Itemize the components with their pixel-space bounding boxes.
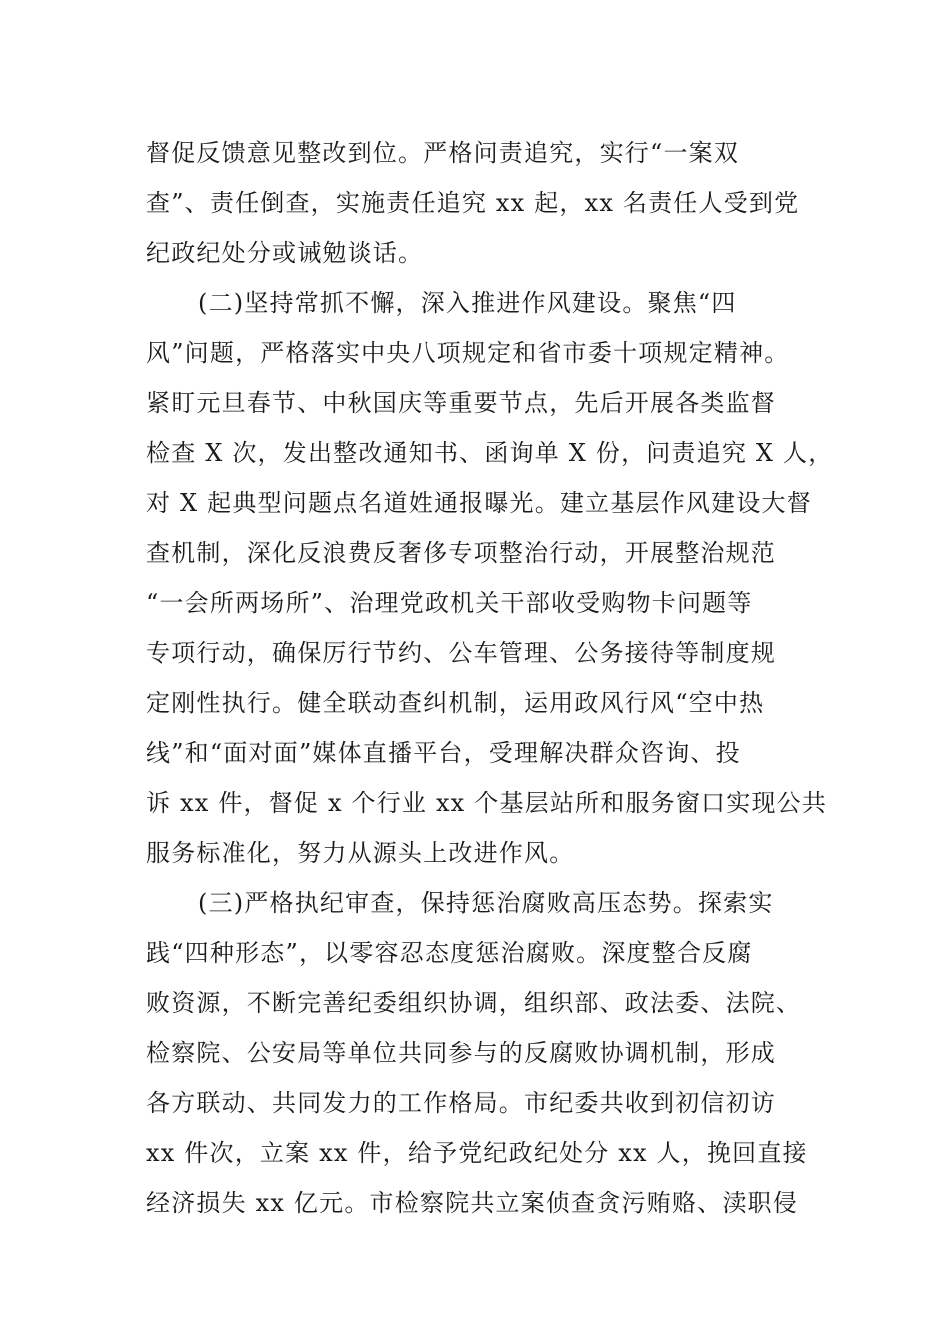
text-line: 风”问题，严格落实中央八项规定和省市委十项规定精神。: [146, 339, 790, 367]
document-body: [146, 128, 834, 1228]
section-heading-line: (三)严格执纪审查，保持惩治腐败高压态势。探索实: [198, 889, 774, 917]
text-line: “一会所两场所”、治理党政机关干部收受购物卡问题等: [146, 589, 753, 617]
text-line: 督促反馈意见整改到位。严格问责追究，实行“一案双: [146, 139, 740, 167]
text-line: 诉 xx 件，督促 x 个行业 xx 个基层站所和服务窗口实现公共: [146, 789, 828, 817]
text-line: 定刚性执行。健全联动查纠机制，运用政风行风“空中热: [146, 689, 765, 717]
text-line: 对 X 起典型问题点名道姓通报曝光。建立基层作风建设大督: [146, 489, 812, 517]
text-line: 紧盯元旦春节、中秋国庆等重要节点，先后开展各类监督: [146, 389, 776, 417]
text-line: 败资源，不断完善纪委组织协调，组织部、政法委、法院、: [146, 989, 802, 1017]
text-line: 检查 X 次，发出整改通知书、函询单 X 份，问责追究 X 人，: [146, 439, 834, 467]
text-line: 经济损失 xx 亿元。市检察院共立案侦查贪污贿赂、渎职侵: [146, 1189, 798, 1217]
text-line: 查”、责任倒查，实施责任追究 xx 起，xx 名责任人受到党: [146, 189, 800, 217]
section-heading-line: (二)坚持常抓不懈，深入推进作风建设。聚焦“四: [198, 289, 737, 317]
text-line: xx 件次，立案 xx 件，给予党纪政纪处分 xx 人，挽回直接: [146, 1139, 808, 1167]
text-line: 服务标准化，努力从源头上改进作风。: [146, 839, 575, 867]
text-line: 纪政纪处分或诫勉谈话。: [146, 239, 424, 267]
text-line: 各方联动、共同发力的工作格局。市纪委共收到初信初访: [146, 1089, 776, 1117]
text-line: 线”和“面对面”媒体直播平台，受理解决群众咨询、投: [146, 739, 741, 767]
text-line: 专项行动，确保厉行节约、公车管理、公务接待等制度规: [146, 639, 776, 667]
text-line: 查机制，深化反浪费反奢侈专项整治行动，开展整治规范: [146, 539, 776, 567]
text-line: 践“四种形态”，以零容忍态度惩治腐败。深度整合反腐: [146, 939, 753, 967]
text-line: 检察院、公安局等单位共同参与的反腐败协调机制，形成: [146, 1039, 776, 1067]
